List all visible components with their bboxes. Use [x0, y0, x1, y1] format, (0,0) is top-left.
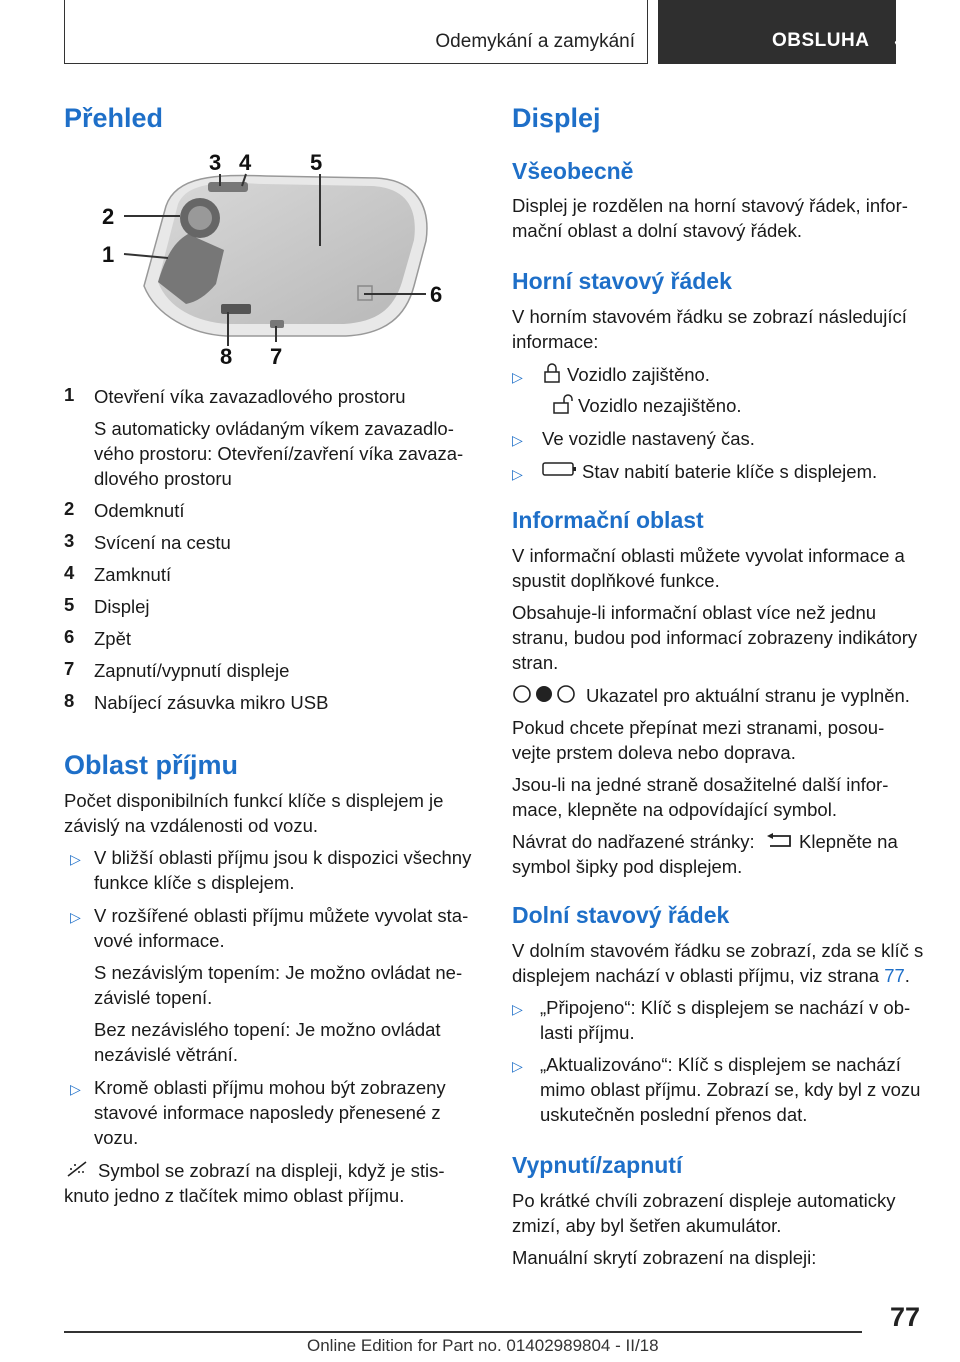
bullet-text: Bez nezávislého topení: Je možno ovládat	[94, 1019, 441, 1040]
page-number: 77	[890, 1302, 921, 1332]
lock-open-icon	[552, 394, 574, 414]
bullet-triangle-icon: ▷	[512, 466, 523, 482]
bullet-text: nezávislé větrání.	[94, 1044, 238, 1065]
bullet-text: vozu.	[94, 1127, 139, 1148]
bullet-text: Vozidlo nezajištěno.	[578, 395, 742, 416]
list-item-text: S automaticky ovládaným víkem zavazadlo-	[94, 418, 454, 439]
bullet-text: V bližší oblasti příjmu jsou k dispozici všechny	[94, 847, 472, 868]
header-section-box	[64, 0, 648, 64]
header-section-title: Odemykání a zamykání	[435, 31, 635, 52]
bullet-text: stavové informace naposledy přenesené z	[94, 1102, 441, 1123]
fig-label-8: 8	[220, 344, 233, 369]
heading-displej: Displej	[512, 103, 601, 133]
fig-label-4: 4	[239, 150, 252, 175]
paragraph: zmizí, aby byl šetřen akumulátor.	[512, 1215, 782, 1236]
hand-pointer-icon	[894, 28, 916, 54]
out-of-range-icon	[66, 1160, 90, 1178]
bullet-text: „Připojeno“: Klíč s displejem se nachází v ob-	[540, 997, 911, 1018]
paragraph: Počet disponibilních funkcí klíče s displejem je	[64, 790, 444, 811]
bullet-triangle-icon: ▷	[70, 909, 81, 925]
bullet-text: lasti příjmu.	[540, 1022, 635, 1043]
list-item-text: dlového prostoru	[94, 468, 232, 489]
paragraph: Klepněte na	[799, 831, 898, 852]
page-indicator-dots-icon	[512, 684, 578, 704]
fig-label-1: 1	[102, 242, 115, 267]
paragraph: symbol šipky pod displejem.	[512, 856, 743, 877]
bullet-text: vové informace.	[94, 930, 225, 951]
bullet-text: funkce klíče s displejem.	[94, 872, 295, 893]
heading-vseobecne: Všeobecně	[512, 158, 634, 184]
header-chapter-box	[658, 0, 896, 64]
bullet-text: Stav nabití baterie klíče s displejem.	[582, 461, 878, 482]
bullet-text: závislé topení.	[94, 987, 213, 1008]
paragraph: Ukazatel pro aktuální stranu je vyplněn.	[586, 685, 910, 706]
heading-dolni-stavovy-radek: Dolní stavový řádek	[512, 902, 730, 928]
bullet-triangle-icon: ▷	[512, 1001, 523, 1017]
back-arrow-icon	[766, 832, 794, 850]
header-chapter-title: OBSLUHA	[772, 30, 870, 51]
fig-label-7: 7	[270, 344, 283, 369]
battery-icon	[542, 460, 578, 478]
bullet-text: uskutečněn poslední přenos dat.	[540, 1104, 808, 1125]
list-item-text: vého prostoru: Otevření/zavření víka zavaza-	[94, 443, 464, 464]
paragraph: spustit doplňkové funkce.	[512, 570, 720, 591]
paragraph: závislý na vzdálenosti od vozu.	[64, 815, 318, 836]
bullet-triangle-icon: ▷	[512, 1058, 523, 1074]
fig-label-3: 3	[209, 150, 222, 175]
heading-oblast-prijmu: Oblast příjmu	[64, 750, 239, 780]
bullet-text: S nezávislým topením: Je možno ovládat ne-	[94, 962, 463, 983]
bullet-text: Ve vozidle nastavený čas.	[542, 428, 755, 449]
paragraph: Po krátké chvíli zobrazení displeje automaticky	[512, 1190, 896, 1211]
paragraph: stran.	[512, 652, 559, 673]
bullet-text: „Aktualizováno“: Klíč s displejem se nachází	[540, 1054, 901, 1075]
paragraph: stranu, budou pod informací zobrazeny indikátory	[512, 627, 918, 648]
paragraph: vejte prstem doleva nebo doprava.	[512, 742, 796, 763]
bullet-triangle-icon: ▷	[70, 1081, 81, 1097]
fig-label-2: 2	[102, 204, 115, 229]
paragraph: Manuální skrytí zobrazení na displeji:	[512, 1247, 817, 1268]
fig-label-6: 6	[430, 282, 443, 307]
paragraph: mační oblast a dolní stavový řádek.	[512, 220, 802, 241]
paragraph: Návrat do nadřazené stránky:	[512, 831, 755, 852]
heading-informacni-oblast: Informační oblast	[512, 507, 704, 533]
bullet-text: mimo oblast příjmu. Zobrazí se, kdy byl z vozu	[540, 1079, 921, 1100]
paragraph: mace, klepněte na odpovídající symbol.	[512, 799, 837, 820]
footer-divider	[64, 1331, 862, 1333]
paragraph: Displej je rozdělen na horní stavový řádek, infor-	[512, 195, 908, 216]
key-fob-figure	[96, 146, 456, 370]
paragraph: Jsou-li na jedné straně dosažitelné další infor-	[512, 774, 889, 795]
paragraph: Obsahuje-li informační oblast více než jednu	[512, 602, 877, 623]
paragraph: displejem nachází v oblasti příjmu, viz strana 77.	[512, 965, 910, 986]
page-reference-link[interactable]: 77	[884, 965, 905, 986]
heading-vypnuti-zapnuti: Vypnutí/zapnutí	[512, 1152, 683, 1178]
bullet-text: Vozidlo zajištěno.	[567, 364, 710, 385]
bullet-text: V rozšířené oblasti příjmu můžete vyvolat sta-	[94, 905, 469, 926]
fig-label-5: 5	[310, 150, 323, 175]
bullet-triangle-icon: ▷	[512, 432, 523, 448]
paragraph: V informační oblasti můžete vyvolat informace a	[512, 545, 905, 566]
bullet-triangle-icon: ▷	[512, 369, 523, 385]
paragraph: informace:	[512, 331, 599, 352]
heading-horni-stavovy-radek: Horní stavový řádek	[512, 268, 732, 294]
paragraph: Pokud chcete přepínat mezi stranami, posou-	[512, 717, 885, 738]
footer-edition-text: Online Edition for Part no. 01402989804 - II/18	[307, 1336, 659, 1355]
bullet-triangle-icon: ▷	[70, 851, 81, 867]
paragraph: knuto jedno z tlačítek mimo oblast příjmu.	[64, 1185, 405, 1206]
lock-closed-icon	[542, 363, 562, 383]
paragraph: V dolním stavovém řádku se zobrazí, zda se klíč s	[512, 940, 924, 961]
bullet-text: Kromě oblasti příjmu mohou být zobrazeny	[94, 1077, 446, 1098]
heading-prehled: Přehled	[64, 103, 164, 133]
paragraph: V horním stavovém řádku se zobrazí následující	[512, 306, 907, 327]
paragraph: Symbol se zobrazí na displeji, když je stis-	[98, 1160, 445, 1181]
